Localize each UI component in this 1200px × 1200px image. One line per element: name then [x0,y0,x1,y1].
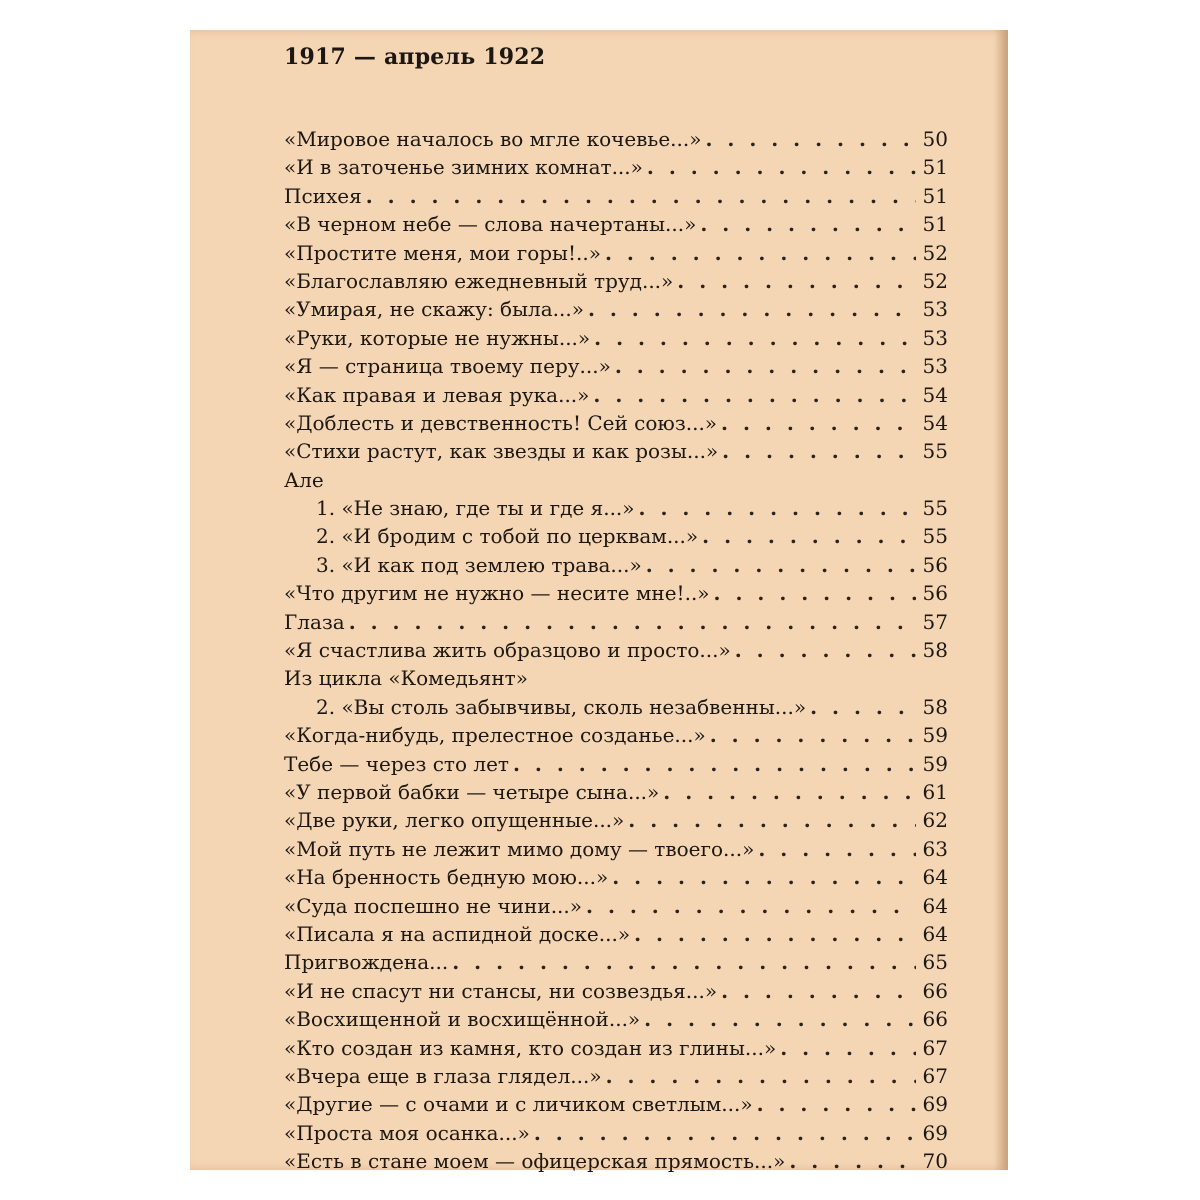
dot-leader [366,182,916,210]
toc-entry [284,1147,948,1175]
toc-entry-page: 58 [922,694,948,719]
toc-entry [284,721,948,749]
toc-entry-page: 55 [922,496,948,521]
dot-leader [534,1119,916,1147]
table-of-contents [284,125,948,1175]
toc-entry-title: «Простите меня, мои горы!..» [284,240,601,265]
toc-entry-page: 69 [922,1092,948,1117]
toc-entry [284,352,948,380]
dot-leader [677,267,916,295]
dot-leader [735,636,916,664]
toc-entry-page: 67 [922,1063,948,1088]
dot-leader [639,494,916,522]
toc-entry-page: 55 [922,524,948,549]
toc-entry-page: 50 [922,127,948,151]
toc-entry-title: «Стихи растут, как звезды и как розы...» [284,439,719,464]
dot-leader [646,551,916,579]
toc-entry-page: 51 [922,212,948,237]
toc-section-heading [284,664,948,692]
toc-entry [284,1034,948,1062]
toc-entry [284,636,948,664]
dot-leader [594,324,916,352]
dot-leader [757,1090,916,1118]
dot-leader [663,778,916,806]
toc-entry-title: «У первой бабки — четыре сына...» [284,779,660,804]
toc-entry-page: 69 [922,1120,948,1145]
dot-leader [722,437,916,465]
toc-entry-title: «Я счастлива жить образцово и просто...» [284,638,731,663]
toc-entry-page: 52 [922,240,948,265]
toc-entry-page: 53 [922,325,948,350]
toc-entry-page: 53 [922,354,948,379]
toc-entry [284,806,948,834]
toc-entry [284,210,948,238]
toc-entry [284,1119,948,1147]
toc-entry [284,892,948,920]
toc-entry [284,863,948,891]
toc-entry-title: «Вчера еще в глаза глядел...» [284,1063,602,1088]
toc-entry-title: Психея [284,183,362,208]
toc-section-heading [284,466,948,494]
dot-leader [605,239,916,267]
dot-leader [634,920,916,948]
dot-leader [628,806,916,834]
toc-subentry [284,693,948,721]
dot-leader [606,1062,916,1090]
toc-entry-title: 2. «Вы столь забывчивы, сколь незабвенны...» [316,694,807,719]
toc-entry-page: 66 [922,1007,948,1032]
toc-entry-title: «И в заточенье зимних комнат...» [284,155,643,180]
dot-leader [647,153,916,181]
toc-entry-title: «Я — страница твоему перу...» [284,354,611,379]
toc-entry-page: 56 [922,552,948,577]
toc-entry-title: 3. «И как под землею трава...» [316,552,642,577]
dot-leader [810,693,916,721]
toc-entry-title: «Доблесть и девственность! Сей союз...» [284,410,718,435]
toc-entry-page: 61 [922,779,948,804]
toc-entry-title: «И не спасут ни стансы, ни созвездья...» [284,978,718,1003]
toc-entry [284,977,948,1005]
toc-entry-page: 70 [922,1149,948,1174]
dot-leader [700,210,916,238]
page-gutter-shadow [994,30,1008,1170]
toc-entry-title: «Суда поспешно не чини...» [284,893,583,918]
toc-subentry [284,494,948,522]
dot-leader [702,522,916,550]
dot-leader [714,579,916,607]
toc-entry [284,239,948,267]
toc-entry-page: 58 [922,638,948,663]
toc-subentry [284,551,948,579]
toc-entry [284,579,948,607]
toc-entry-page: 63 [922,836,948,861]
toc-entry-title: «Другие — с очами и с личиком светлым...» [284,1092,753,1117]
toc-entry-page: 57 [922,609,948,634]
toc-section-title: Але [284,467,324,492]
dot-leader [612,863,916,891]
toc-entry [284,409,948,437]
toc-entry-title: «Умирая, не скажу: была...» [284,297,584,322]
toc-entry [284,750,948,778]
toc-entry [284,324,948,352]
dot-leader [644,1005,916,1033]
dot-leader [758,835,916,863]
toc-entry-page: 51 [922,183,948,208]
toc-entry-title: «Две руки, легко опущенные...» [284,808,625,833]
book-page [190,30,1008,1174]
toc-entry [284,1005,948,1033]
dot-leader [349,608,916,636]
dot-leader [588,295,916,323]
toc-entry-title: «Мой путь не лежит мимо дому — твоего...» [284,836,755,861]
toc-entry [284,1090,948,1118]
toc-entry [284,920,948,948]
toc-entry-page: 59 [922,751,948,776]
toc-entry-page: 51 [922,155,948,180]
toc-entry [284,437,948,465]
page-header: 1917 — апрель 1922 [284,44,546,70]
toc-entry-page: 65 [922,950,948,975]
toc-entry-page: 62 [922,808,948,833]
toc-entry-title: «Есть в стане моем — офицерская прямость...» [284,1149,786,1174]
toc-entry-page: 54 [922,382,948,407]
toc-entry-title: «Руки, которые не нужны...» [284,325,591,350]
toc-entry-title: «Что другим не нужно — несите мне!..» [284,581,710,606]
toc-entry [284,1062,948,1090]
toc-entry [284,182,948,210]
dot-leader [710,721,916,749]
toc-entry [284,267,948,295]
toc-entry [284,835,948,863]
toc-entry-title: «Благославляю ежедневный труд...» [284,268,674,293]
toc-entry-title: «Когда-нибудь, прелестное созданье...» [284,723,706,748]
toc-entry-title: «Восхищенной и восхищённой...» [284,1007,641,1032]
toc-entry-page: 59 [922,723,948,748]
dot-leader [452,948,916,976]
toc-entry-title: Пригвождена... [284,950,449,975]
dot-leader [513,750,916,778]
toc-entry [284,125,948,153]
toc-entry [284,153,948,181]
toc-entry [284,295,948,323]
dot-leader [721,977,916,1005]
toc-entry-page: 64 [922,893,948,918]
toc-section-title: Из цикла «Комедьянт» [284,666,528,691]
toc-entry-title: «На бренность бедную мою...» [284,865,609,890]
toc-entry-title: «Писала я на аспидной доске...» [284,921,631,946]
toc-entry-page: 55 [922,439,948,464]
dot-leader [780,1034,916,1062]
toc-entry-title: 2. «И бродим с тобой по церквам...» [316,524,699,549]
toc-subentry [284,522,948,550]
toc-entry-title: Тебе — через сто лет [284,751,509,776]
toc-entry [284,948,948,976]
dot-leader [789,1147,916,1175]
toc-entry-title: «В черном небе — слова начертаны...» [284,212,697,237]
toc-entry-page: 56 [922,581,948,606]
dot-leader [705,125,916,153]
dot-leader [721,409,916,437]
toc-entry-page: 64 [922,865,948,890]
toc-entry-page: 54 [922,410,948,435]
dot-leader [586,892,916,920]
dot-leader [593,381,916,409]
toc-entry-page: 52 [922,268,948,293]
dot-leader [615,352,916,380]
toc-entry-page: 67 [922,1035,948,1060]
toc-entry-title: «Мировое началось во мгле кочевье...» [284,127,702,151]
toc-entry [284,608,948,636]
toc-entry [284,381,948,409]
toc-entry-title: «Кто создан из камня, кто создан из глины...» [284,1035,777,1060]
toc-entry-page: 66 [922,978,948,1003]
toc-entry-title: «Проста моя осанка...» [284,1120,530,1145]
toc-entry-title: Глаза [284,609,345,634]
toc-entry-page: 53 [922,297,948,322]
toc-entry-title: 1. «Не знаю, где ты и где я...» [316,496,635,521]
toc-entry [284,778,948,806]
toc-entry-page: 64 [922,921,948,946]
toc-entry-title: «Как правая и левая рука...» [284,382,590,407]
